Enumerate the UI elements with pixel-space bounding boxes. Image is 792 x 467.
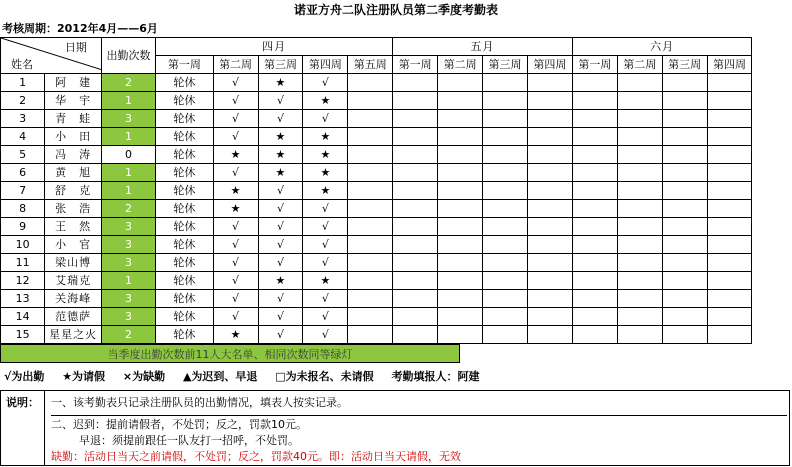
week-cell	[527, 308, 572, 326]
table-row	[1, 92, 792, 110]
row-number: 9	[1, 218, 45, 236]
week-cell	[483, 110, 528, 128]
table-row	[1, 164, 792, 182]
table-row	[1, 146, 792, 164]
week-header: 第一周	[393, 56, 438, 74]
row-number: 12	[1, 272, 45, 290]
note-line-3: 早退：须提前跟任一队友打一招呼，不处罚。	[79, 434, 299, 447]
week-cell	[483, 254, 528, 272]
week-header: 第四周	[303, 56, 348, 74]
legend-leave: ★为请假	[62, 370, 106, 383]
week-cell	[348, 92, 393, 110]
week-cell: √	[213, 218, 258, 236]
week-cell: 轮休	[156, 236, 213, 254]
week-cell	[707, 128, 752, 146]
week-cell	[483, 200, 528, 218]
attendance-count: 3	[101, 290, 155, 308]
name-label: 姓名	[11, 58, 33, 71]
week-cell: √	[213, 128, 258, 146]
week-cell	[527, 92, 572, 110]
week-cell	[707, 272, 752, 290]
week-cell	[527, 254, 572, 272]
week-cell: ★	[213, 182, 258, 200]
week-cell	[662, 92, 707, 110]
row-number: 15	[1, 326, 45, 344]
week-header: 第一周	[572, 56, 617, 74]
attendance-count: 3	[101, 218, 155, 236]
week-cell	[617, 236, 662, 254]
week-cell: √	[213, 308, 258, 326]
attendance-count: 3	[101, 236, 155, 254]
week-cell	[662, 200, 707, 218]
week-cell	[662, 326, 707, 344]
week-cell	[527, 182, 572, 200]
week-cell	[572, 146, 617, 164]
week-cell: √	[258, 290, 303, 308]
week-cell	[348, 74, 393, 92]
week-cell	[617, 110, 662, 128]
week-cell: √	[258, 110, 303, 128]
week-cell: 轮休	[156, 146, 213, 164]
week-cell: √	[213, 92, 258, 110]
week-cell	[617, 326, 662, 344]
attendance-count: 1	[101, 272, 155, 290]
week-cell	[527, 218, 572, 236]
week-cell: ★	[258, 74, 303, 92]
week-cell: 轮休	[156, 290, 213, 308]
week-cell	[438, 164, 483, 182]
week-cell	[483, 290, 528, 308]
row-number: 5	[1, 146, 45, 164]
week-cell	[438, 308, 483, 326]
week-cell	[662, 182, 707, 200]
assessment-period: 考核周期：2012年4月——6月	[2, 22, 158, 35]
week-cell	[707, 254, 752, 272]
table-row	[1, 254, 792, 272]
week-cell	[662, 146, 707, 164]
week-cell	[662, 128, 707, 146]
week-cell	[572, 128, 617, 146]
week-cell: √	[258, 254, 303, 272]
week-cell	[393, 290, 438, 308]
member-name: 艾瑞克	[45, 272, 102, 290]
week-cell	[438, 92, 483, 110]
week-cell	[707, 92, 752, 110]
week-cell: 轮休	[156, 218, 213, 236]
week-cell: √	[213, 290, 258, 308]
week-header: 第四周	[527, 56, 572, 74]
attendance-count: 0	[101, 146, 155, 164]
week-cell	[707, 74, 752, 92]
week-cell	[707, 110, 752, 128]
week-cell	[438, 182, 483, 200]
week-cell	[438, 326, 483, 344]
week-header: 第三周	[483, 56, 528, 74]
week-cell	[438, 218, 483, 236]
week-cell	[483, 128, 528, 146]
week-cell: 轮休	[156, 254, 213, 272]
week-cell	[527, 74, 572, 92]
member-name: 阿 建	[45, 74, 102, 92]
week-cell	[393, 308, 438, 326]
week-cell	[572, 308, 617, 326]
week-cell	[572, 272, 617, 290]
week-cell: ★	[303, 272, 348, 290]
member-name: 舒 克	[45, 182, 102, 200]
attendance-count: 3	[101, 308, 155, 326]
week-header: 第二周	[438, 56, 483, 74]
week-cell: √	[258, 92, 303, 110]
week-cell	[393, 164, 438, 182]
week-cell	[438, 146, 483, 164]
week-cell	[438, 110, 483, 128]
week-cell	[617, 146, 662, 164]
week-cell	[617, 92, 662, 110]
week-cell	[527, 326, 572, 344]
header-corner	[1, 38, 102, 74]
week-header: 第四周	[707, 56, 752, 74]
legend-absent: ×为缺勤	[122, 370, 166, 383]
legend-present: √为出勤	[4, 370, 45, 383]
week-cell	[527, 272, 572, 290]
week-cell: √	[303, 290, 348, 308]
week-cell	[348, 110, 393, 128]
week-cell	[483, 164, 528, 182]
notes-label: 说明：	[1, 391, 45, 415]
member-name: 青 蛙	[45, 110, 102, 128]
week-cell	[662, 164, 707, 182]
week-cell: √	[303, 110, 348, 128]
week-cell	[438, 74, 483, 92]
week-cell: ★	[303, 128, 348, 146]
week-cell: ★	[303, 92, 348, 110]
week-cell	[527, 200, 572, 218]
row-number: 7	[1, 182, 45, 200]
week-cell: √	[258, 200, 303, 218]
table-row	[1, 272, 792, 290]
member-name: 范德萨	[45, 308, 102, 326]
week-cell: 轮休	[156, 326, 213, 344]
week-cell	[393, 254, 438, 272]
attendance-count: 1	[101, 128, 155, 146]
week-cell	[662, 290, 707, 308]
member-name: 张 浩	[45, 200, 102, 218]
row-number: 11	[1, 254, 45, 272]
week-cell	[662, 308, 707, 326]
table-row	[1, 218, 792, 236]
row-number: 10	[1, 236, 45, 254]
week-cell	[527, 128, 572, 146]
week-cell	[572, 74, 617, 92]
week-cell: √	[213, 74, 258, 92]
week-cell: 轮休	[156, 182, 213, 200]
week-cell	[707, 200, 752, 218]
table-row	[1, 290, 792, 308]
week-cell	[438, 272, 483, 290]
week-cell	[438, 236, 483, 254]
week-cell: ★	[213, 146, 258, 164]
note-line-4: 缺勤：活动日当天之前请假，不处罚；反之，罚款40元。即：活动日当天请假，无效	[51, 450, 461, 463]
row-number: 13	[1, 290, 45, 308]
week-cell	[483, 182, 528, 200]
week-cell	[348, 200, 393, 218]
week-cell	[707, 146, 752, 164]
week-cell	[438, 200, 483, 218]
week-cell: √	[303, 218, 348, 236]
attendance-count: 2	[101, 326, 155, 344]
table-row	[1, 308, 792, 326]
week-cell: ★	[213, 326, 258, 344]
week-cell	[617, 254, 662, 272]
week-cell	[438, 290, 483, 308]
week-cell	[617, 200, 662, 218]
week-cell: ★	[258, 164, 303, 182]
attendance-count: 1	[101, 92, 155, 110]
week-cell: ★	[213, 200, 258, 218]
week-cell	[662, 254, 707, 272]
week-cell: √	[213, 254, 258, 272]
week-header: 第三周	[662, 56, 707, 74]
week-cell	[572, 236, 617, 254]
week-cell: 轮休	[156, 128, 213, 146]
week-cell: 轮休	[156, 110, 213, 128]
week-cell	[617, 164, 662, 182]
week-cell	[572, 200, 617, 218]
week-cell: ★	[258, 272, 303, 290]
week-cell	[527, 236, 572, 254]
week-cell: √	[213, 110, 258, 128]
week-cell	[572, 290, 617, 308]
week-cell	[348, 146, 393, 164]
note-line-2: 二、迟到：提前请假者，不处罚；反之，罚款10元。	[51, 418, 307, 431]
week-cell	[393, 326, 438, 344]
week-cell: 轮休	[156, 164, 213, 182]
week-cell: ★	[303, 164, 348, 182]
week-cell	[438, 254, 483, 272]
week-cell: ★	[303, 182, 348, 200]
week-cell	[617, 128, 662, 146]
week-cell	[348, 128, 393, 146]
week-cell	[572, 218, 617, 236]
member-name: 黄 旭	[45, 164, 102, 182]
week-cell	[662, 272, 707, 290]
week-cell	[527, 290, 572, 308]
week-cell: √	[303, 236, 348, 254]
week-cell	[393, 146, 438, 164]
week-cell	[572, 254, 617, 272]
row-number: 14	[1, 308, 45, 326]
week-cell	[348, 164, 393, 182]
week-cell	[527, 164, 572, 182]
week-cell	[572, 164, 617, 182]
week-cell: √	[303, 254, 348, 272]
week-cell: √	[303, 74, 348, 92]
week-cell	[348, 254, 393, 272]
week-cell	[662, 218, 707, 236]
week-cell: 轮休	[156, 272, 213, 290]
row-number: 1	[1, 74, 45, 92]
week-header: 第三周	[258, 56, 303, 74]
week-cell: ★	[258, 128, 303, 146]
week-cell	[572, 92, 617, 110]
week-cell: √	[213, 164, 258, 182]
legend	[4, 366, 790, 388]
week-cell	[617, 74, 662, 92]
row-number: 3	[1, 110, 45, 128]
member-name: 梁山博	[45, 254, 102, 272]
week-cell	[617, 290, 662, 308]
week-cell	[483, 74, 528, 92]
attendance-count: 2	[101, 74, 155, 92]
week-cell	[348, 218, 393, 236]
notes-label-cell	[1, 415, 45, 465]
member-name: 关海峰	[45, 290, 102, 308]
week-cell	[348, 308, 393, 326]
week-cell: √	[258, 236, 303, 254]
week-header: 第二周	[617, 56, 662, 74]
week-cell	[617, 272, 662, 290]
week-cell	[707, 182, 752, 200]
row-number: 8	[1, 200, 45, 218]
week-cell	[662, 110, 707, 128]
notes-box	[0, 390, 790, 466]
week-cell	[348, 290, 393, 308]
week-cell	[707, 236, 752, 254]
attendance-count: 2	[101, 200, 155, 218]
diagonal-header	[1, 38, 101, 73]
week-cell	[348, 182, 393, 200]
table-row	[1, 200, 792, 218]
attendance-count: 1	[101, 182, 155, 200]
week-cell	[617, 308, 662, 326]
green-light-banner: 当季度出勤次数前11人大名单、相同次数同等绿灯	[0, 344, 460, 363]
week-cell: ★	[258, 146, 303, 164]
week-cell	[572, 110, 617, 128]
week-cell	[617, 182, 662, 200]
week-cell	[483, 308, 528, 326]
week-cell	[527, 146, 572, 164]
week-cell	[483, 92, 528, 110]
table-row	[1, 326, 792, 344]
header-row-months	[1, 38, 792, 56]
week-cell	[662, 236, 707, 254]
member-name: 冯 涛	[45, 146, 102, 164]
week-cell	[572, 182, 617, 200]
week-cell	[707, 290, 752, 308]
week-cell: √	[303, 308, 348, 326]
week-cell	[393, 200, 438, 218]
week-cell: ★	[303, 146, 348, 164]
week-cell: 轮休	[156, 74, 213, 92]
week-cell: √	[303, 200, 348, 218]
month-header: 四月	[156, 38, 393, 56]
count-header: 出勤次数	[101, 38, 155, 74]
week-header: 第五周	[348, 56, 393, 74]
week-cell	[348, 326, 393, 344]
week-cell	[527, 110, 572, 128]
week-cell: 轮休	[156, 308, 213, 326]
table-row	[1, 74, 792, 92]
legend-unregistered: □为未报名、未请假	[275, 370, 374, 383]
week-header: 第二周	[213, 56, 258, 74]
week-cell	[617, 218, 662, 236]
week-cell	[572, 326, 617, 344]
week-cell	[393, 92, 438, 110]
member-name: 王 然	[45, 218, 102, 236]
attendance-count: 3	[101, 110, 155, 128]
attendance-table	[0, 37, 792, 344]
week-cell	[707, 218, 752, 236]
attendance-count: 3	[101, 254, 155, 272]
week-cell	[393, 74, 438, 92]
legend-late: ▲为迟到、早退	[182, 370, 258, 383]
month-header: 六月	[572, 38, 752, 56]
week-cell: 轮休	[156, 200, 213, 218]
member-name: 小 田	[45, 128, 102, 146]
week-cell	[393, 272, 438, 290]
week-cell: √	[258, 326, 303, 344]
week-cell: √	[213, 236, 258, 254]
attendance-count: 1	[101, 164, 155, 182]
week-cell: √	[258, 182, 303, 200]
week-cell	[483, 236, 528, 254]
week-cell	[707, 308, 752, 326]
row-number: 4	[1, 128, 45, 146]
note-line-1: 一、该考勤表只记录注册队员的出勤情况，填表人按实记录。	[51, 391, 787, 416]
month-header: 五月	[393, 38, 573, 56]
sheet-title: 诺亚方舟二队注册队员第二季度考勤表	[293, 3, 498, 17]
week-cell	[393, 110, 438, 128]
week-cell	[483, 146, 528, 164]
week-cell	[662, 74, 707, 92]
member-name: 星星之火	[45, 326, 102, 344]
week-cell	[707, 326, 752, 344]
table-row	[1, 182, 792, 200]
week-cell	[483, 218, 528, 236]
row-number: 2	[1, 92, 45, 110]
week-cell: √	[213, 272, 258, 290]
member-name: 小 官	[45, 236, 102, 254]
week-cell	[483, 272, 528, 290]
week-cell: 轮休	[156, 92, 213, 110]
week-cell	[707, 164, 752, 182]
week-cell	[348, 272, 393, 290]
week-cell	[393, 128, 438, 146]
week-cell	[438, 128, 483, 146]
week-cell	[393, 218, 438, 236]
table-row	[1, 236, 792, 254]
week-cell: √	[303, 326, 348, 344]
legend-recorder: 考勤填报人：阿建	[391, 370, 480, 383]
week-cell	[483, 326, 528, 344]
member-name: 华 宇	[45, 92, 102, 110]
week-cell: √	[258, 218, 303, 236]
week-header: 第一周	[156, 56, 213, 74]
week-cell	[348, 236, 393, 254]
row-number: 6	[1, 164, 45, 182]
week-cell: √	[258, 308, 303, 326]
table-row	[1, 128, 792, 146]
week-cell	[393, 236, 438, 254]
week-cell	[393, 182, 438, 200]
table-row	[1, 110, 792, 128]
date-label: 日期	[64, 41, 87, 54]
